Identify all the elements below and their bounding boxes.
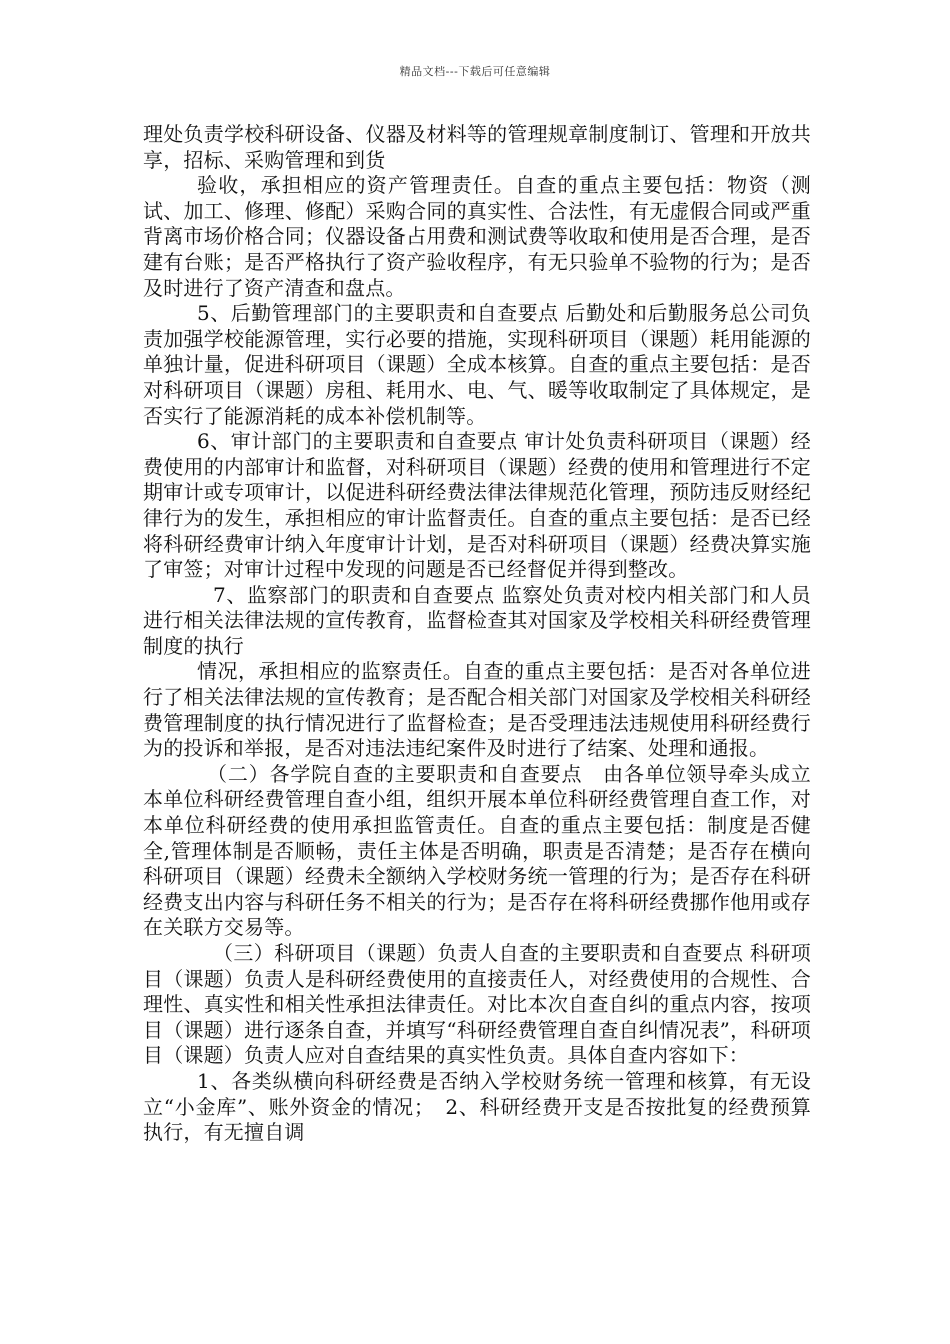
paragraph: （三）科研项目（课题）负责人自查的主要职责和自查要点 科研项目（课题）负责人是科研经费使用的直接责任人，对经费使用的合规性、合理性、真实性和相关性承担法律责任。对比本次自查自纠的重点内容，按项目（课题）进行逐条自查，并填写“科研经费管理自查自纠情况表”，科研项目（课题）负责人应对自查结果的真实性负责。具体自查内容如下：	[143, 941, 811, 1068]
paragraph: 理处负责学校科研设备、仪器及材料等的管理规章制度制订、管理和开放共享，招标、采购管理和到货	[143, 122, 811, 172]
paragraph: （二）各学院自查的主要职责和自查要点 由各单位领导牵头成立本单位科研经费管理自查小组，组织开展本单位科研经费管理自查工作，对本单位科研经费的使用承担监管责任。自查的重点主要包括：制度是否健全,管理体制是否顺畅，责任主体是否明确，职责是否清楚；是否存在横向科研项目（课题）经费未全额纳入学校财务统一管理的行为；是否存在科研经费支出内容与科研任务不相关的行为；是否存在将科研经费挪作他用或存在关联方交易等。	[143, 761, 811, 940]
page-header: 精品文档---下载后可任意编辑	[399, 65, 551, 78]
paragraph: 情况，承担相应的监察责任。自查的重点主要包括：是否对各单位进行了相关法律法规的宣传教育；是否配合相关部门对国家及学校相关科研经费管理制度的执行情况进行了监督检查；是否受理违法违规使用科研经费行为的投诉和举报，是否对违法违纪案件及时进行了结案、处理和通报。	[143, 659, 811, 761]
paragraph: 6、审计部门的主要职责和自查要点 审计处负责科研项目（课题）经费使用的内部审计和监督，对科研项目（课题）经费的使用和管理进行不定期审计或专项审计，以促进科研经费法律法律规范化管理，预防违反财经纪律行为的发生，承担相应的审计监督责任。自查的重点主要包括：是否已经将科研经费审计纳入年度审计计划，是否对科研项目（课题）经费决算实施了审签；对审计过程中发现的问题是否已经督促并得到整改。	[143, 429, 811, 582]
paragraph: 验收，承担相应的资产管理责任。自查的重点主要包括：物资（测试、加工、修理、修配）采购合同的真实性、合法性，有无虚假合同或严重背离市场价格合同；仪器设备占用费和测试费等收取和使用是否合理，是否建有台账；是否严格执行了资产验收程序，有无只验单不验物的行为；是否及时进行了资产清查和盘点。	[143, 173, 811, 300]
paragraph: 1、各类纵横向科研经费是否纳入学校财务统一管理和核算，有无设立“小金库”、账外资金的情况； 2、科研经费开支是否按批复的经费预算执行，有无擅自调	[143, 1068, 811, 1145]
paragraph: 7、监察部门的职责和自查要点 监察处负责对校内相关部门和人员进行相关法律法规的宣传教育，监督检查其对国家及学校相关科研经费管理制度的执行	[143, 582, 811, 658]
paragraph: 5、后勤管理部门的主要职责和自查要点 后勤处和后勤服务总公司负责加强学校能源管理，实行必要的措施，实现科研项目（课题）耗用能源的单独计量，促进科研项目（课题）全成本核算。自查的重点主要包括：是否对科研项目（课题）房租、耗用水、电、气、暖等收取制定了具体规定，是否实行了能源消耗的成本补偿机制等。	[143, 301, 811, 428]
document-body	[143, 122, 811, 1146]
